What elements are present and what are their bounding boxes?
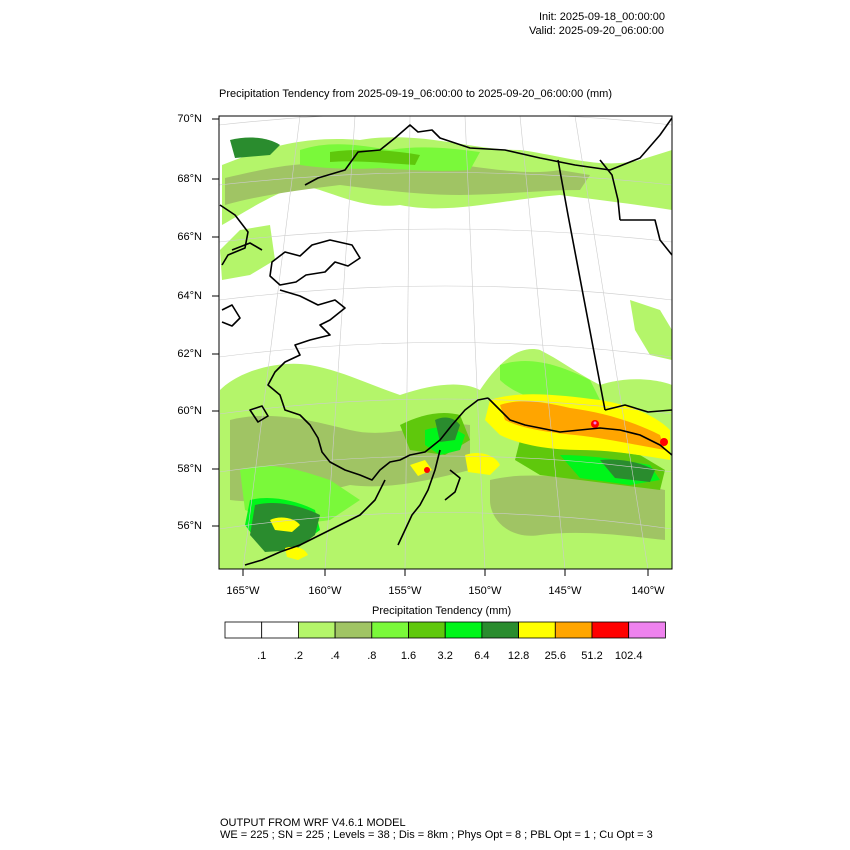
colorbar-label: .4	[330, 650, 340, 662]
lon-label: 145°W	[548, 585, 582, 597]
colorbar-label: 1.6	[400, 650, 417, 662]
colorbar-swatch	[409, 622, 446, 638]
colorbar-swatch	[445, 622, 482, 638]
model-settings: WE = 225 ; SN = 225 ; Levels = 38 ; Dis = 8km ; Phys Opt = 8 ; PBL Opt = 1 ; Cu Opt = 3	[220, 829, 653, 841]
lon-label: 155°W	[388, 585, 422, 597]
lon-label: 150°W	[468, 585, 502, 597]
lon-label: 165°W	[226, 585, 260, 597]
lat-label: 66°N	[177, 231, 202, 243]
colorbar-swatch	[262, 622, 299, 638]
colorbar-label: 6.4	[474, 650, 490, 662]
colorbar-label: 3.2	[437, 650, 453, 662]
colorbar-swatch	[592, 622, 629, 638]
colorbar-swatch	[519, 622, 556, 638]
colorbar-label: .1	[257, 650, 267, 662]
colorbar-swatch	[555, 622, 592, 638]
model-info: OUTPUT FROM WRF V4.6.1 MODEL	[220, 817, 406, 829]
colorbar-label: .8	[367, 650, 377, 662]
lat-label: 58°N	[177, 463, 202, 475]
colorbar-swatch	[225, 622, 262, 638]
colorbar-swatch	[482, 622, 519, 638]
lat-label: 56°N	[177, 520, 202, 532]
colorbar	[225, 622, 665, 638]
colorbar-label: .2	[293, 650, 303, 662]
map-field	[219, 113, 672, 570]
colorbar-swatch	[629, 622, 666, 638]
colorbar-title: Precipitation Tendency (mm)	[372, 605, 512, 617]
colorbar-label: 102.4	[614, 650, 643, 662]
lat-label: 68°N	[177, 173, 202, 185]
colorbar-label: 25.6	[544, 650, 566, 662]
init-time: Init: 2025-09-18_00:00:00	[539, 11, 665, 23]
lon-label: 140°W	[631, 585, 665, 597]
colorbar-swatch	[372, 622, 409, 638]
precip-pink	[594, 422, 597, 425]
plot-title: Precipitation Tendency from 2025-09-19_06:00:00 to 2025-09-20_06:00:00 (mm)	[219, 88, 612, 100]
colorbar-label: 12.8	[507, 650, 530, 662]
lat-label: 60°N	[177, 405, 202, 417]
lat-label: 64°N	[177, 290, 202, 302]
valid-time: Valid: 2025-09-20_06:00:00	[529, 25, 664, 37]
lat-label: 70°N	[177, 113, 202, 125]
colorbar-swatch	[335, 622, 372, 638]
lon-label: 160°W	[308, 585, 342, 597]
lat-label: 62°N	[177, 348, 202, 360]
colorbar-label: 51.2	[581, 650, 603, 662]
colorbar-swatch	[298, 622, 335, 638]
